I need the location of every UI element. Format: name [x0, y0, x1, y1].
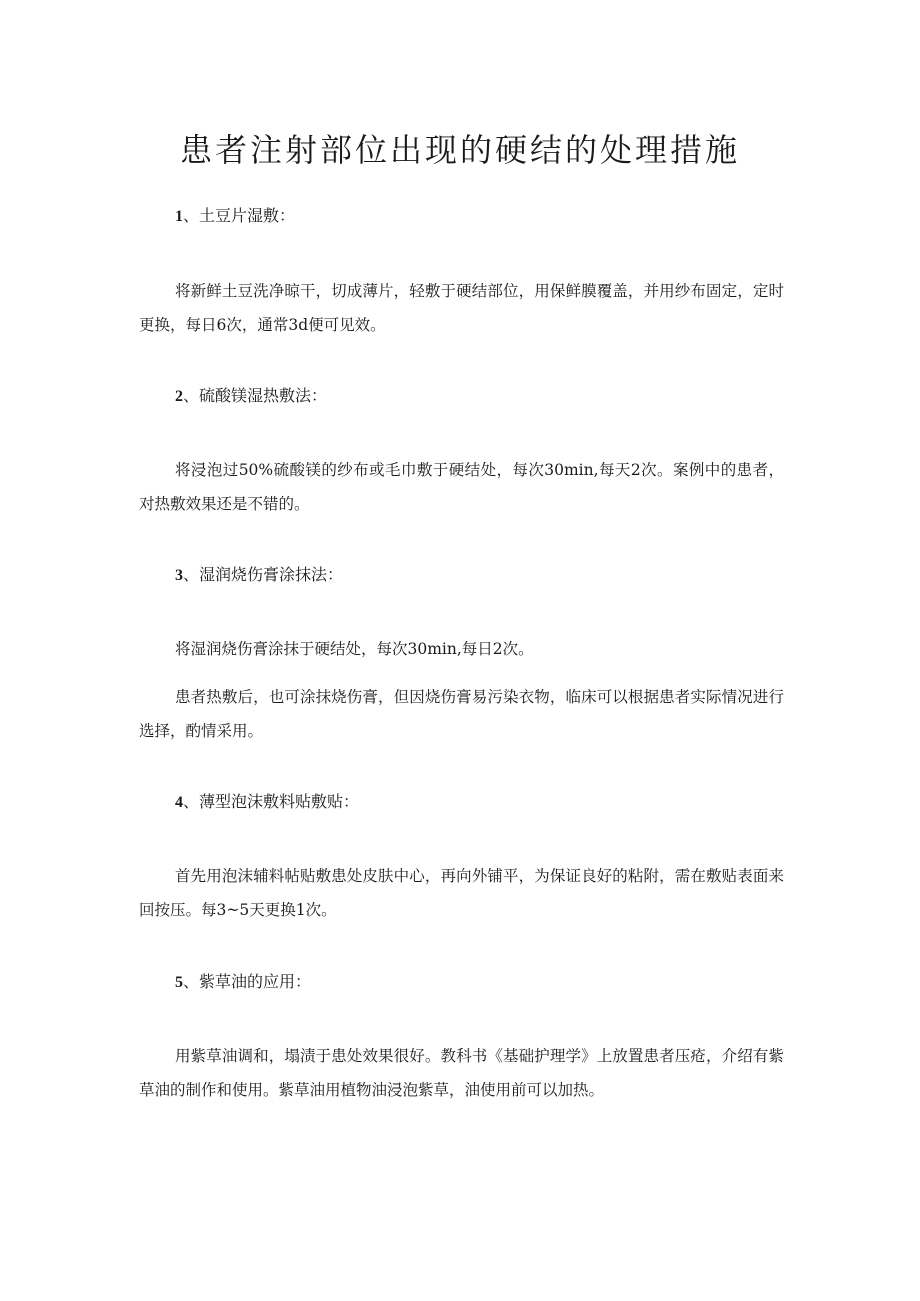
section-heading-text: 、硫酸镁湿热敷法：	[183, 386, 328, 405]
section-number: 5	[175, 974, 183, 991]
section-heading-4	[175, 791, 359, 814]
section-number: 2	[175, 388, 183, 405]
section-1-paragraph-1: 将新鲜土豆洗净晾干，切成薄片，轻敷于硬结部位，用保鲜膜覆盖，并用纱布固定，定时更换，每日6次，通常3d便可见效。	[139, 282, 784, 334]
section-number: 1	[175, 208, 183, 225]
section-4-paragraph-1: 首先用泡沫辅料帖贴敷患处皮肤中心，再向外铺平，为保证良好的粘附，需在敷贴表面来回按压。每3~5天更换1次。	[139, 867, 784, 919]
section-heading-text: 、土豆片湿敷：	[183, 206, 296, 225]
section-number: 4	[175, 794, 183, 811]
section-heading-text: 、湿润烧伤膏涂抹法：	[183, 565, 344, 584]
section-heading-text: 、紫草油的应用：	[183, 972, 312, 991]
section-heading-text: 、薄型泡沫敷料贴敷贴：	[183, 792, 360, 811]
section-heading-2	[175, 385, 327, 408]
section-heading-5	[175, 971, 311, 994]
section-heading-1	[175, 205, 295, 228]
section-3-paragraph-1: 将湿润烧伤膏涂抹于硬结处，每次30min,每日2次。	[175, 640, 534, 658]
section-heading-3	[175, 564, 343, 587]
section-3-paragraph-2: 患者热敷后，也可涂抹烧伤膏，但因烧伤膏易污染衣物，临床可以根据患者实际情况进行选择，酌情采用。	[139, 688, 784, 740]
section-5-paragraph-1: 用紫草油调和，塌渍于患处效果很好。教科书《基础护理学》上放置患者压疮，介绍有紫草油的制作和使用。紫草油用植物油浸泡紫草，油使用前可以加热。	[139, 1047, 784, 1099]
section-number: 3	[175, 567, 183, 584]
document-title: 患者注射部位出现的硬结的处理措施	[179, 131, 740, 169]
section-2-paragraph-1: 将浸泡过50%硫酸镁的纱布或毛巾敷于硬结处，每次30min,每天2次。案例中的患者，对热敷效果还是不错的。	[139, 461, 784, 513]
